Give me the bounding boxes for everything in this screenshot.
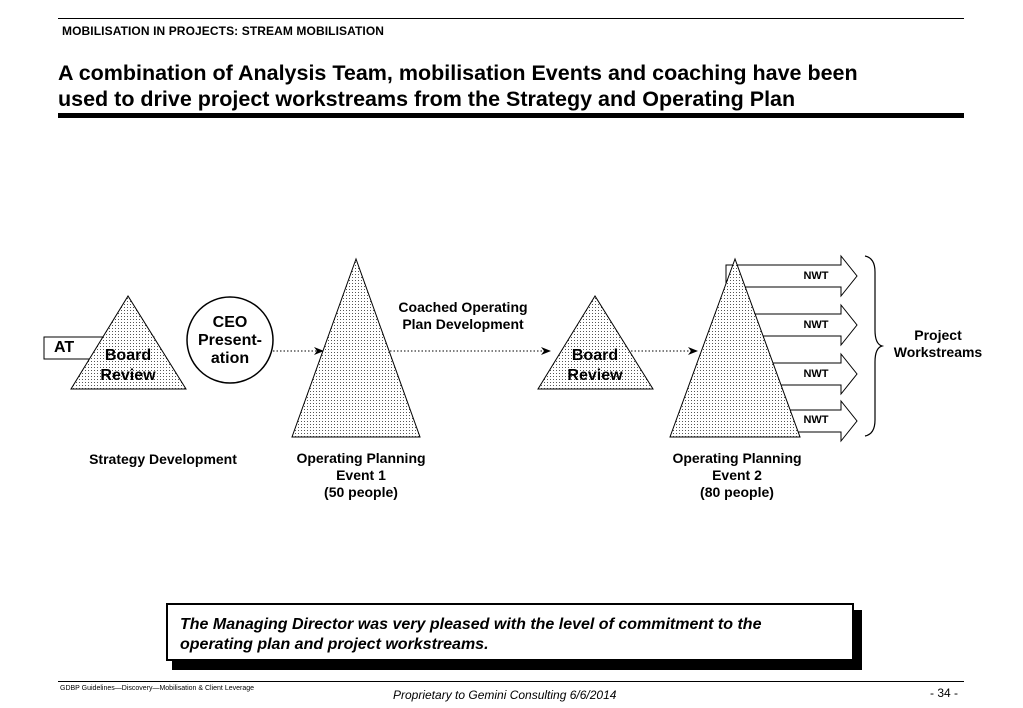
footer-rule xyxy=(58,681,964,682)
nwt-label-4: NWT xyxy=(803,414,829,426)
footer-proprietary: Proprietary to Gemini Consulting 6/6/2014 xyxy=(393,688,617,702)
callout-line-1: The Managing Director was very pleased with the level of commitment to the xyxy=(180,616,762,633)
footer-source: GDBP Guidelines—Discovery—Mobilisation & Client Leverage xyxy=(60,685,255,692)
callout-box xyxy=(166,603,854,661)
nwt-label-3: NWT xyxy=(803,368,829,380)
ceo-presentation-label: CEO Present- ation xyxy=(197,314,263,367)
headline-line-2: used to drive project workstreams from the Strategy and Operating Plan xyxy=(58,87,796,111)
nwt-label-1: NWT xyxy=(803,270,829,282)
strategy-development-label: Strategy Development xyxy=(89,451,237,467)
board-review-2-label: Board Review xyxy=(567,347,623,384)
project-workstreams-label: Project Workstreams xyxy=(893,327,983,360)
coached-operating-label: Coached Operating Plan Development xyxy=(398,299,528,332)
nwt-label-2: NWT xyxy=(803,319,829,331)
at-label: AT xyxy=(54,339,75,356)
event2-label: Operating Planning Event 2 (80 people) xyxy=(672,450,802,500)
event1-triangle xyxy=(292,259,420,437)
headline-line-1: A combination of Analysis Team, mobilisation Events and coaching have been xyxy=(58,61,858,85)
page-number: - 34 - xyxy=(930,686,959,700)
board-review-1-label: Board Review xyxy=(100,347,156,384)
workstreams-brace xyxy=(865,256,882,436)
event1-label: Operating Planning Event 1 (50 people) xyxy=(296,450,426,500)
callout-line-2: operating plan and project workstreams. xyxy=(180,636,489,653)
section-label: MOBILISATION IN PROJECTS: STREAM MOBILISATION xyxy=(62,24,385,38)
